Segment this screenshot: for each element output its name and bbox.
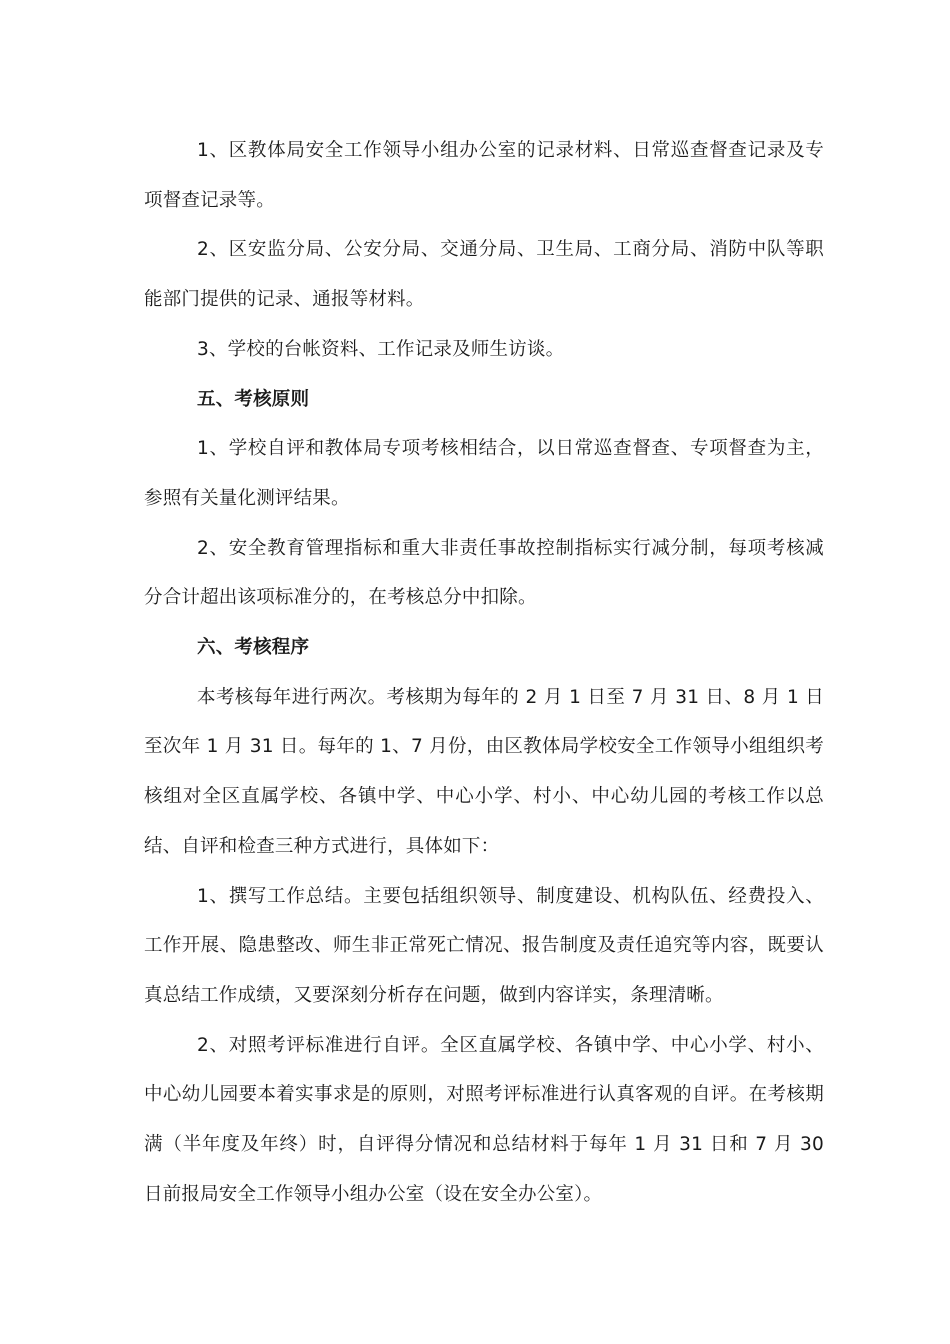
section-heading-principles: 五、考核原则: [197, 388, 310, 410]
document-page: [144, 126, 824, 1219]
paragraph-records-school: 3、学校的台帐资料、工作记录及师生访谈。: [197, 338, 565, 360]
section-heading-procedure: 六、考核程序: [197, 637, 310, 659]
paragraph-records-departments: 2、区安监分局、公安分局、交通分局、卫生局、工商分局、消防中队等职能部门提供的记录、通报等材料。: [144, 239, 824, 311]
paragraph-principle-1: 1、学校自评和教体局专项考核相结合，以日常巡查督查、专项督查为主，参照有关量化测评结果。: [144, 438, 824, 509]
paragraph-procedure-summary: 1、撰写工作总结。主要包括组织领导、制度建设、机构队伍、经费投入、工作开展、隐患整改、师生非正常死亡情况、报告制度及责任追究等内容，既要认真总结工作成绩，又要深刻分析存在问题，做到内容详实，条理清晰。: [144, 885, 824, 1006]
paragraph-procedure-self-evaluation: 2、对照考评标准进行自评。全区直属学校、各镇中学、中心小学、村小、中心幼儿园要本着实事求是的原则，对照考评标准进行认真客观的自评。在考核期满（半年度及年终）时，自评得分情况和总结材料于每年 1 月 31 日和 7 月 30 日前报局安全工作领导小组办公室（设在安全办公室）。: [144, 1034, 824, 1205]
paragraph-principle-2: 2、安全教育管理指标和重大非责任事故控制指标实行减分制，每项考核减分合计超出该项标准分的，在考核总分中扣除。: [144, 537, 824, 609]
paragraph-procedure-intro: 本考核每年进行两次。考核期为每年的 2 月 1 日至 7 月 31 日、8 月 1 日至次年 1 月 31 日。每年的 1、7 月份，由区教体局学校安全工作领导小组组织考核组对全区直属学校、各镇中学、中心小学、村小、中心幼儿园的考核工作以总结、自评和检查三种方式进行，具体如下：: [144, 686, 824, 857]
paragraph-records-office: 1、区教体局安全工作领导小组办公室的记录材料、日常巡查督查记录及专项督查记录等。: [144, 140, 824, 211]
